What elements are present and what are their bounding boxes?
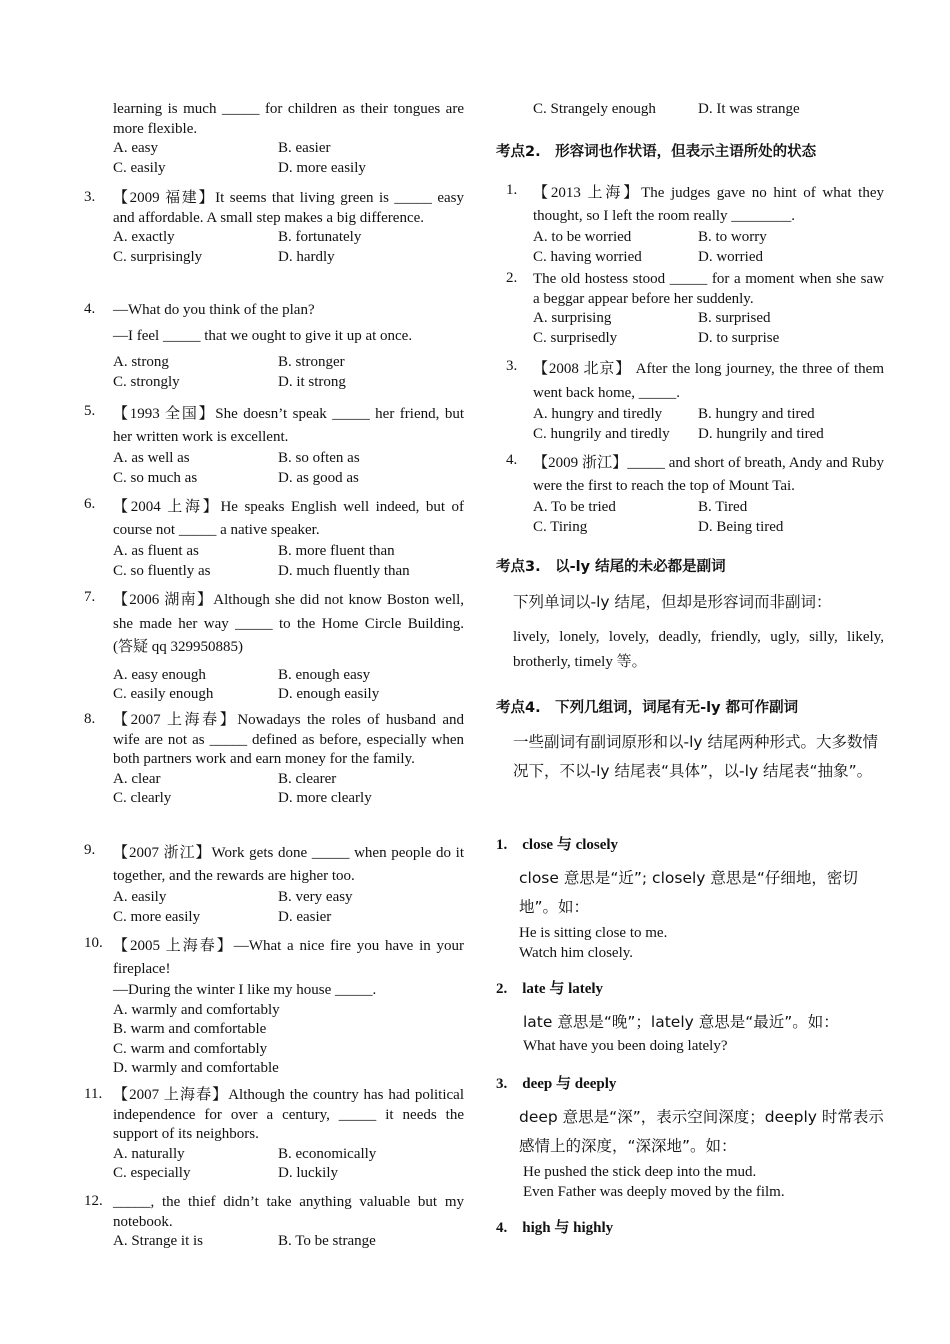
example-sentence: Watch him closely. (519, 944, 634, 961)
option-c: C. clearly (113, 790, 172, 806)
option-c: C. more easily (113, 908, 201, 925)
subsection-title: 4. high 与 highly (496, 1220, 614, 1236)
option-c: C. Strangely enough (533, 101, 656, 117)
option-a: A. strong (113, 354, 169, 370)
question-11 (84, 1086, 464, 1184)
option-b: B. to worry (698, 229, 767, 245)
option-b: B. economically (278, 1145, 377, 1162)
option-d: D. more clearly (278, 790, 372, 806)
option-c: C. surprisingly (113, 248, 203, 265)
example-sentence: Even Father was deeply moved by the film. (523, 1183, 785, 1200)
subsection-close-closely (496, 833, 884, 963)
options (533, 405, 884, 444)
option-c: C. warm and comfortably (113, 1040, 268, 1057)
options (533, 228, 884, 267)
question-stem: 【2009 浙江】_____ and short of breath, Andy and Ruby were the first to reach the top of Mount Tai. (533, 455, 884, 494)
question-number: 1. (506, 182, 518, 198)
question-stem: 【1993 全国】She doesn’t speak _____ her friend, but her written work is excellent. (113, 406, 464, 445)
option-a: A. exactly (113, 229, 175, 245)
option-a: A. warmly and comfortably (113, 1001, 280, 1018)
options (113, 228, 464, 267)
option-a: A. as fluent as (113, 543, 199, 559)
option-d: D. hardly (278, 248, 335, 265)
question-8 (84, 711, 464, 809)
exercise-1 (496, 182, 884, 267)
question-number: 3. (506, 358, 518, 374)
section-3-intro: 下列单词以-ly 结尾，但却是形容词而非副词： (513, 593, 832, 611)
question-number: 6. (84, 496, 96, 512)
question-number: 7. (84, 589, 96, 605)
question-number: 9. (84, 842, 96, 858)
question-number: 12. (84, 1193, 103, 1209)
option-d: D. more easily (278, 159, 366, 176)
exercise-3 (496, 358, 884, 444)
options (533, 498, 884, 537)
section-3-word-list: lively, lonely, lovely, deadly, friendly, ugly, silly, likely, brotherly, timely 等。 (513, 629, 884, 670)
option-b: B. very easy (278, 889, 353, 905)
options (113, 666, 464, 705)
option-c: C. having worried (533, 248, 642, 265)
question-5 (84, 403, 464, 488)
option-b: B. easier (278, 140, 331, 156)
question-stem: 【2007 上海春】Although the country has had political independence for over a century, _____ it needs the support of its neighbors. (113, 1087, 464, 1142)
subsection-description: close 意思是“近”; closely 意思是“仔细地，密切地”。如： (519, 869, 858, 916)
subsection-description: deep 意思是“深”，表示空间深度；deeply 时常表示感情上的深度，“深深地”。如： (519, 1108, 884, 1155)
subsection-title: 3. deep 与 deeply (496, 1076, 617, 1092)
question-stem: 【2004 上海】He speaks English well indeed, but of course not _____ a native speaker. (113, 499, 464, 538)
option-a: A. surprising (533, 310, 612, 326)
options (113, 139, 464, 178)
options (113, 1232, 464, 1252)
question-stem: 【2006 湖南】Although she did not know Boston well, she made her way _____ to the Home Circle Building. (答疑 qq 329950885) (113, 592, 464, 655)
question-stem: learning is much _____ for children as their tongues are more flexible. (113, 101, 464, 137)
option-c: C. easily (113, 159, 166, 176)
section-heading-3: 考点3. 以-ly 结尾的未必都是副词 (496, 559, 726, 575)
option-a: A. to be worried (533, 229, 632, 245)
question-stem: 【2007 浙江】Work gets done _____ when people do it together, and the rewards are higher too. (113, 845, 464, 884)
exercise-4 (496, 452, 884, 537)
question-number: 4. (506, 452, 518, 468)
option-b: B. fortunately (278, 229, 362, 245)
question-9 (84, 842, 464, 927)
option-c: C. strongly (113, 373, 180, 390)
subsection-deep-deeply (496, 1072, 884, 1202)
question-number: 3. (84, 189, 96, 205)
options (113, 770, 464, 809)
options (113, 449, 464, 488)
options (113, 888, 464, 927)
option-b: B. warm and comfortable (113, 1021, 267, 1037)
option-a: A. easy (113, 140, 158, 156)
question-stem: 【2005 上海春】—What a nice fire you have in your fireplace! (113, 938, 464, 977)
dialogue-line-1: —What do you think of the plan? (113, 302, 315, 318)
option-b: B. more fluent than (278, 543, 395, 559)
subsection-title: 1. close 与 closely (496, 837, 619, 853)
subsection-high-highly (496, 1216, 884, 1237)
question-number: 5. (84, 403, 96, 419)
question-12-continued (496, 100, 884, 120)
example-sentence: He is sitting close to me. (519, 925, 668, 941)
option-b: B. surprised (698, 310, 771, 326)
option-b: B. enough easy (278, 666, 371, 683)
option-b: B. so often as (278, 450, 360, 466)
option-d: D. luckily (278, 1165, 338, 1181)
subsection-late-lately (496, 977, 884, 1057)
question-4 (84, 301, 464, 392)
example-sentence: He pushed the stick deep into the mud. (523, 1164, 757, 1180)
question-6 (84, 496, 464, 581)
options (533, 100, 884, 120)
question-12 (84, 1193, 464, 1252)
options (113, 542, 464, 581)
option-a: A. easy enough (113, 666, 206, 683)
option-a: A. To be tried (533, 499, 616, 515)
option-b: B. To be strange (278, 1233, 376, 1249)
section-heading-2: 考点2. 形容词也作状语，但表示主语所处的状态 (496, 144, 817, 160)
option-c: C. so fluently as (113, 562, 211, 579)
option-a: A. Strange it is (113, 1233, 203, 1249)
section-4-intro: 一些副词有副词原形和以-ly 结尾两种形式。大多数情况下，不以-ly 结尾表“具体”，以-ly 结尾表“抽象”。 (513, 733, 879, 780)
option-c: C. especially (113, 1165, 191, 1181)
option-d: D. as good as (278, 469, 359, 486)
question-stem: 【2009 福建】It seems that living green is _____ easy and affordable. A small step makes a big difference. (113, 190, 464, 226)
option-a: A. easily (113, 889, 167, 905)
question-10 (84, 935, 464, 1079)
option-d: D. to surprise (698, 329, 780, 346)
options (113, 353, 464, 392)
question-7 (84, 589, 464, 705)
option-d: D. much fluently than (278, 562, 410, 579)
options (113, 1145, 464, 1184)
option-a: A. as well as (113, 450, 190, 466)
section-heading-4: 考点4. 下列几组词，词尾有无-ly 都可作副词 (496, 700, 799, 716)
subsection-description: late 意思是“晚”；lately 意思是“最近”。如： (523, 1013, 839, 1031)
option-d: D. hungrily and tired (698, 425, 824, 442)
options (533, 309, 884, 348)
subsection-title: 2. late 与 lately (496, 981, 604, 997)
option-b: B. hungry and tired (698, 406, 815, 422)
option-d: D. warmly and comfortable (113, 1060, 279, 1076)
option-b: B. stronger (278, 354, 345, 370)
question-3 (84, 189, 464, 267)
dialogue-line-2: —During the winter I like my house _____. (113, 982, 377, 998)
options (113, 1001, 464, 1079)
option-c: C. easily enough (113, 686, 214, 702)
question-stem: 【2007 上海春】Nowadays the roles of husband and wife are not as _____ defined as before, especially when both partners work and earn money for the family. (113, 712, 464, 767)
question-stem: 【2008 北京】 After the long journey, the three of them went back home, _____. (533, 361, 884, 401)
option-c: C. hungrily and tiredly (533, 425, 670, 442)
option-d: D. it strong (278, 373, 346, 390)
option-a: A. naturally (113, 1145, 185, 1162)
option-c: C. surprisedly (533, 329, 618, 346)
option-d: D. worried (698, 248, 763, 265)
option-d: D. easier (278, 908, 332, 925)
question-stem: The old hostess stood _____ for a moment when she saw a beggar appear before her suddenly. (533, 271, 884, 307)
option-b: B. clearer (278, 770, 337, 787)
option-a: A. clear (113, 770, 161, 787)
option-d: D. It was strange (698, 101, 800, 117)
example-sentence: What have you been doing lately? (523, 1038, 728, 1054)
option-a: A. hungry and tiredly (533, 406, 663, 422)
question-number: 10. (84, 935, 103, 951)
question-stem: 【2013 上海】The judges gave no hint of what they thought, so I left the room really ________. (533, 185, 884, 224)
option-d: D. enough easily (278, 686, 380, 702)
dialogue-line-2: —I feel _____ that we ought to give it up at once. (113, 327, 413, 344)
question-number: 11. (84, 1086, 103, 1102)
option-c: C. Tiring (533, 518, 588, 535)
option-b: B. Tired (698, 499, 748, 515)
exercise-2 (496, 270, 884, 348)
question-stem: _____, the thief didn’t take anything valuable but my notebook. (113, 1194, 464, 1230)
question-number: 8. (84, 711, 96, 727)
question-2-continued (84, 100, 464, 178)
option-c: C. so much as (113, 469, 198, 486)
option-d: D. Being tired (698, 518, 784, 535)
question-number: 2. (506, 270, 518, 286)
question-number: 4. (84, 301, 96, 317)
